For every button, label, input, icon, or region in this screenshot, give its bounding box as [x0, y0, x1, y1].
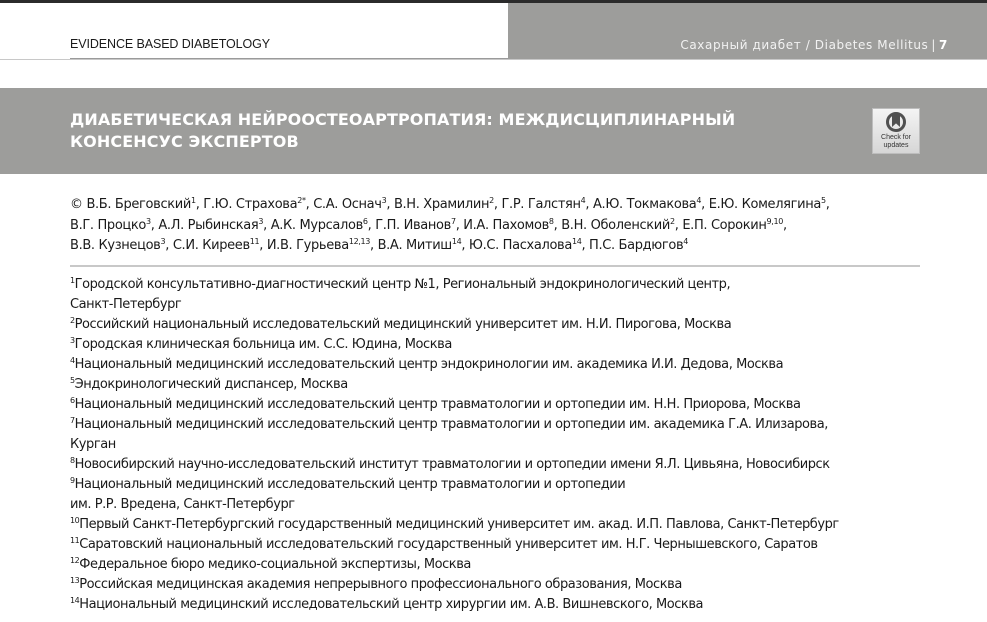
author: В.Г. Процко$^3$,: [70, 216, 159, 233]
affiliation-item: $^3$Городская клиническая больница им. С.С. Юдина, Москва: [70, 336, 452, 352]
affiliation-item: $^2$Российский национальный исследовательский медицинский университет им. Н.И. Пирогова, Москва: [70, 316, 732, 332]
author: И.В. Гурьева$^{12,13}$,: [266, 237, 378, 253]
affiliation-item: $^{10}$Первый Санкт-Петербургский государственный медицинский университет им. акад. И.П. Павлова, Санкт-Петербург: [70, 516, 839, 532]
section-label: EVIDENCE BASED DIABETOLOGY: [70, 37, 271, 51]
journal-name: Сахарный диабет / Diabetes Mellitus: [680, 38, 929, 52]
running-header-journal: [508, 3, 987, 59]
affiliation-item: $^6$Национальный медицинский исследовательский центр травматологии и ортопедии им. Н.Н. Приорова, Москва: [70, 396, 801, 412]
author: В.Н. Оболенский$^2$,: [561, 216, 683, 233]
affiliation-item: $^9$Национальный медицинский исследовательский центр травматологии и ортопедии им. Р.Р. Вредена, Санкт-Петербург: [70, 476, 626, 512]
author: Е.П. Сорокин$^{9,10}$,: [682, 216, 787, 233]
journal-info: [680, 38, 948, 52]
article-title: ДИАБЕТИЧЕСКАЯ НЕЙРООСТЕОАРТРОПАТИЯ: МЕЖДИСЦИПЛИНАРНЫЙ КОНСЕНСУС ЭКСПЕРТОВ: [70, 110, 736, 151]
author: В.А. Митиш$^{14}$,: [377, 237, 469, 253]
page-number: 7: [939, 38, 948, 52]
author: С.И. Киреев$^{11}$,: [172, 237, 267, 253]
affiliation-item: $^{12}$Федеральное бюро медико-социальной экспертизы, Москва: [70, 556, 471, 572]
affiliation-item: $^1$Городской консультативно-диагностический центр №1, Региональный эндокринологический центр, Санкт-Петербург: [70, 276, 731, 312]
author: И.А. Пахомов$^8$,: [463, 216, 562, 233]
affiliation-item: $^{14}$Национальный медицинский исследовательский центр хирургии им. А.В. Вишневского, Москва: [70, 596, 704, 612]
journal-separator: |: [931, 38, 937, 52]
author: Г.Р. Галстян$^4$,: [501, 196, 593, 212]
running-header-section: [0, 3, 508, 59]
copyright-symbol: ©: [70, 197, 83, 212]
author: А.К. Мурсалов$^6$,: [270, 216, 376, 233]
check-for-updates-button[interactable]: [872, 108, 920, 154]
affiliation-item: $^7$Национальный медицинский исследовательский центр травматологии и ортопедии им. академика Г.А. Илизарова, Курган: [70, 416, 828, 452]
check-for-updates-label: Check for updates: [881, 134, 911, 149]
header-divider: [0, 59, 987, 60]
author-list: [70, 195, 930, 257]
authors-divider: [70, 265, 920, 267]
author: А.Ю. Токмакова$^4$,: [593, 196, 709, 212]
affiliation-item: $^5$Эндокринологический диспансер, Москва: [70, 376, 348, 392]
affiliation-item: $^4$Национальный медицинский исследовательский центр эндокринологии им. академика И.И. Дедова, Москва: [70, 356, 784, 372]
author: Г.Ю. Страхова$^{2*}$,: [203, 196, 314, 212]
author: В.Б. Бреговский$^1$,: [86, 196, 204, 212]
author: В.Н. Храмилин$^2$,: [393, 196, 502, 212]
affiliation-item: $^{13}$Российская медицинская академия непрерывного профессионального образования, Москва: [70, 576, 682, 592]
author: Г.П. Иванов$^7$,: [375, 216, 464, 233]
affiliation-list: [70, 275, 940, 615]
affiliation-item: $^8$Новосибирский научно-исследовательский институт травматологии и ортопедии имени Я.Л. Цивьяна, Новосибирск: [70, 456, 830, 472]
title-banner: [0, 88, 987, 174]
author: Е.Ю. Комелягина$^5$,: [708, 196, 830, 212]
author: В.В. Кузнецов$^3$,: [70, 237, 173, 253]
author: Ю.С. Пасхалова$^{14}$,: [468, 237, 590, 253]
affiliation-item: $^{11}$Саратовский национальный исследовательский государственный университет им. Н.Г. Чернышевского, Саратов: [70, 536, 818, 552]
author: С.А. Оснач$^3$,: [313, 196, 394, 212]
author: А.Л. Рыбинская$^3$,: [158, 216, 271, 233]
author: П.С. Бардюгов$^4$: [589, 237, 689, 253]
